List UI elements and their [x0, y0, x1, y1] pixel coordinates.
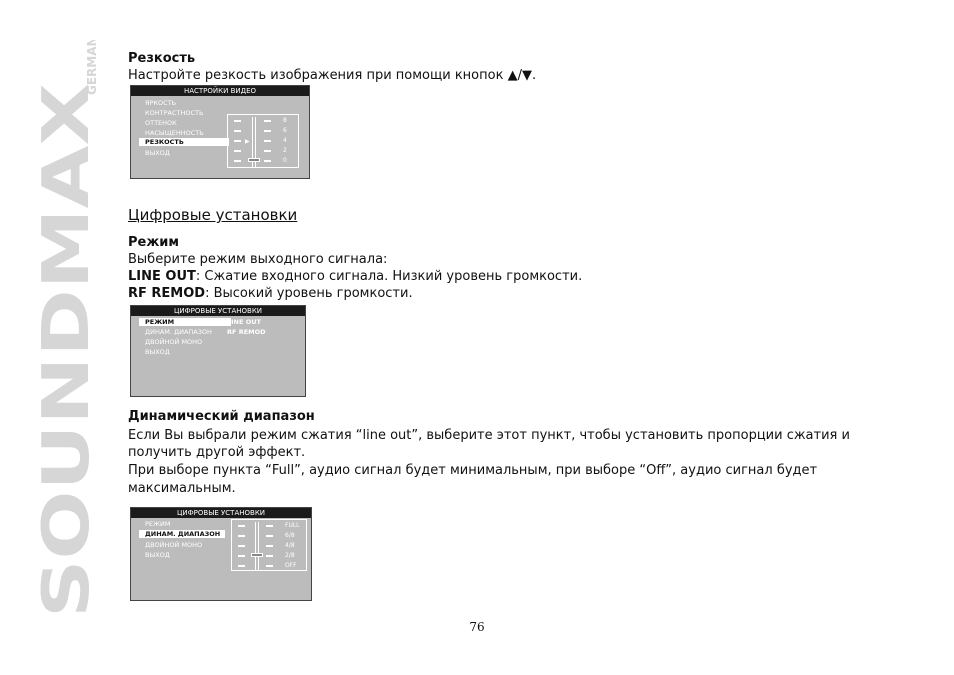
osd-item: ДВОЙНОЙ МОНО [145, 541, 203, 549]
osd-scale-value: OFF [285, 562, 297, 569]
osd-scale-value: FULL [285, 522, 300, 529]
osd-item: ВЫХОД [145, 149, 170, 157]
mode-line3 [128, 285, 413, 302]
osd-scale-value: 4 [283, 137, 287, 144]
mode-heading: Режим [128, 235, 180, 250]
osd-item: ВЫХОД [145, 551, 170, 559]
osd-item: ДВОЙНОЙ МОНО [145, 338, 203, 346]
osd-level-panel [231, 519, 307, 571]
dynamic-range-osd [130, 507, 312, 601]
mode-line1: Выберите режим выходного сигнала: [128, 252, 388, 267]
osd-scale-value: 2 [283, 147, 287, 154]
range-heading: Динамический диапазон [128, 409, 315, 424]
range-p1b: получить другой эффект. [128, 445, 306, 460]
brand-sub: GERMANY [85, 40, 99, 95]
osd-scale-value: 8 [283, 117, 287, 124]
osd-option: LINE OUT [227, 318, 261, 326]
page-number: 76 [469, 620, 485, 634]
osd-item: ДИНАМ. ДИАПАЗОН [145, 328, 212, 336]
osd-item: КОНТРАСТНОСТЬ [145, 109, 204, 117]
osd-scale-value: 6 [283, 127, 287, 134]
range-p2b: максимальным. [128, 481, 236, 496]
section-title: Цифровые установки [128, 206, 298, 224]
osd-item-selected: РЕЗКОСТЬ [139, 138, 229, 146]
soundmax-logo [30, 40, 100, 620]
osd-level-knob [248, 158, 260, 162]
digital-mode-osd [130, 305, 306, 397]
osd-item: ВЫХОД [145, 348, 170, 356]
brand-name: SOUNDMAX [30, 196, 100, 618]
osd-arrow-icon: ▶ [245, 138, 250, 145]
osd-arrow-icon: ▶ [217, 318, 222, 325]
osd-scale-value: 0 [283, 157, 287, 164]
osd-level-knob [251, 553, 263, 557]
osd-title: ЦИФРОВЫЕ УСТАНОВКИ [131, 306, 305, 316]
osd-title: НАСТРОЙКИ ВИДЕО [131, 86, 309, 96]
mode-line2 [128, 268, 582, 285]
osd-title: ЦИФРОВЫЕ УСТАНОВКИ [131, 508, 311, 518]
line-out-text: : Сжатие входного сигнала. Низкий уровень громкости. [195, 269, 583, 284]
osd-item-selected: РЕЖИМ [139, 318, 231, 326]
osd-scale-value: 4/8 [285, 542, 295, 549]
osd-item: НАСЫЩЕННОСТЬ [145, 129, 204, 137]
rf-remod-label: RF REMOD [128, 286, 206, 301]
osd-scale-value: 2/8 [285, 552, 295, 559]
line-out-label: LINE OUT [128, 269, 196, 284]
range-p1a: Если Вы выбрали режим сжатия “line out”, выберите этот пункт, чтобы установить пропорции сжатия и [128, 428, 850, 443]
rf-remod-text: : Высокий уровень громкости. [205, 286, 413, 301]
osd-item: РЕЖИМ [145, 520, 171, 528]
video-settings-osd [130, 85, 310, 179]
osd-option: RF REMOD [227, 328, 266, 336]
range-p2a: При выборе пункта “Full”, аудио сигнал будет минимальным, при выборе “Off”, аудио сигнал будет [128, 463, 818, 478]
sharpness-text: Настройте резкость изображения при помощи кнопок ▲/▼. [128, 68, 537, 83]
osd-item-selected: ДИНАМ. ДИАПАЗОН [139, 530, 225, 538]
osd-item: ОТТЕНОК [145, 119, 177, 127]
sharpness-heading: Резкость [128, 51, 196, 66]
osd-item: ЯРКОСТЬ [145, 99, 177, 107]
osd-scale-value: 6/8 [285, 532, 295, 539]
osd-level-panel [227, 114, 299, 168]
osd-arrow-icon: ▶ [221, 530, 226, 537]
